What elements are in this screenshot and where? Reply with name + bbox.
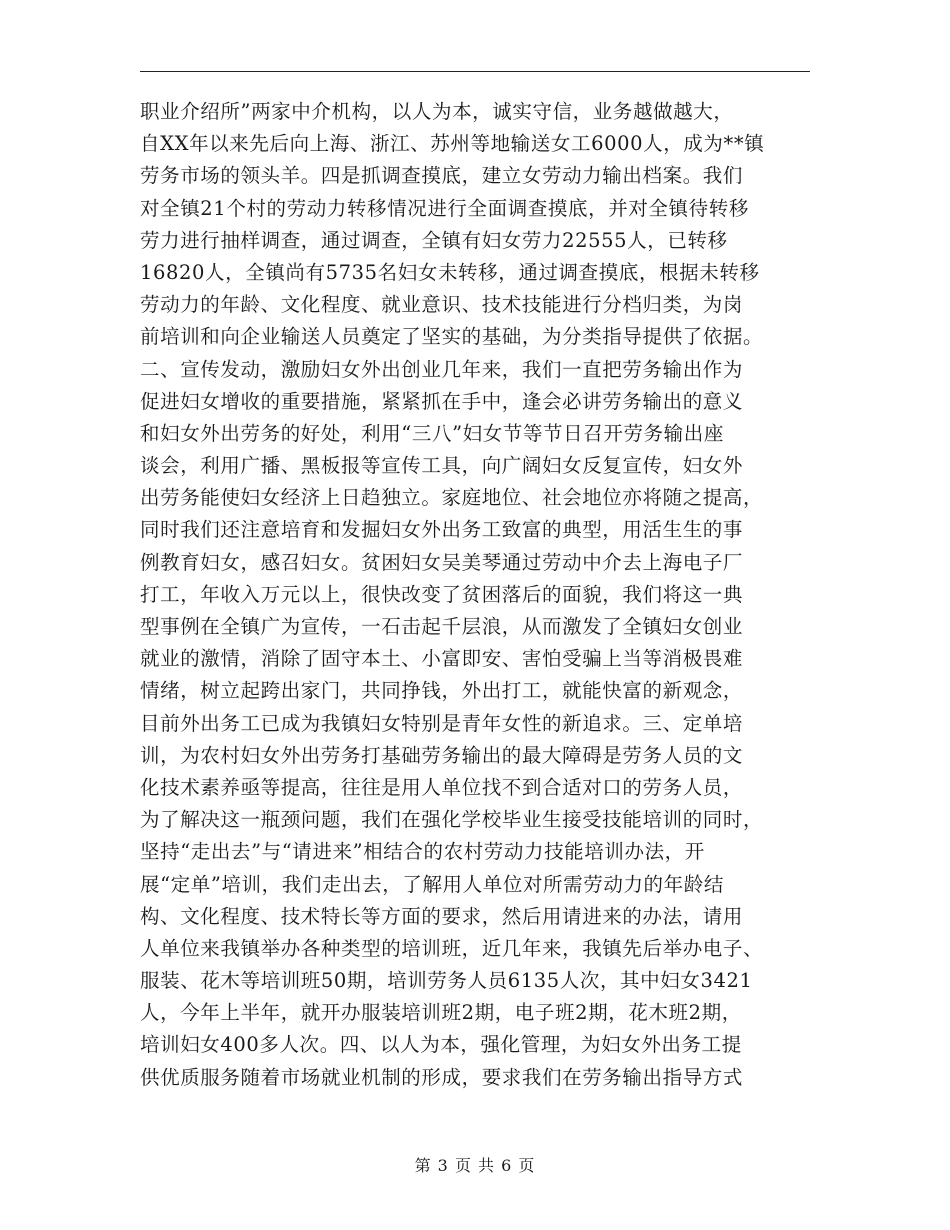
text-line: 打工，年收入万元以上，很快改变了贫困落后的面貌，我们将这一典 <box>140 582 744 606</box>
text-line: 展“定单”培训，我们走出去，了解用人单位对所需劳动力的年龄结 <box>140 872 724 896</box>
text-line: 例教育妇女，感召妇女。贫困妇女吴美琴通过劳动中介去上海电子厂 <box>140 550 744 574</box>
text-line: 和妇女外出劳务的好处，利用“三八”妇女节等节日召开劳务输出座 <box>140 421 724 445</box>
page-number-footer: 第 3 页 共 6 页 <box>414 1156 536 1175</box>
text-line: 谈会，利用广播、黑板报等宣传工具，向广阔妇女反复宣传，妇女外 <box>140 454 744 478</box>
text-line: 劳动力的年龄、文化程度、就业意识、技术技能进行分档归类，为岗 <box>140 293 744 317</box>
text-line: 服装、花木等培训班50期，培训劳务人员6135人次，其中妇女3421 <box>140 969 753 993</box>
text-line: 职业介绍所”两家中介机构，以人为本，诚实守信，业务越做越大， <box>140 100 734 123</box>
text-line: 劳务市场的领头羊。四是抓调查摸底，建立女劳动力输出档案。我们 <box>140 164 744 188</box>
text-line: 促进妇女增收的重要措施，紧紧抓在手中，逢会必讲劳务输出的意义 <box>140 389 744 413</box>
text-line: 16820人，全镇尚有5735名妇女未转移，通过调查摸底，根据未转移 <box>140 260 760 284</box>
text-line: 人，今年上半年，就开办服装培训班2期，电子班2期，花木班2期， <box>140 1001 742 1025</box>
text-line: 对全镇21个村的劳动力转移情况进行全面调查摸底，并对全镇待转移 <box>140 196 749 220</box>
text-line: 供优质服务随着市场就业机制的形成，要求我们在劳务输出指导方式 <box>140 1065 744 1089</box>
text-line: 目前外出务工已成为我镇妇女特别是青年女性的新追求。三、定单培 <box>140 711 744 735</box>
text-line: 坚持“走出去”与“请进来”相结合的农村劳动力技能培训办法，开 <box>140 840 705 864</box>
text-line: 劳力进行抽样调查，通过调查，全镇有妇女劳力22555人，已转移 <box>140 228 728 252</box>
text-line: 自XX年以来先后向上海、浙江、苏州等地输送女工6000人，成为**镇 <box>140 132 765 156</box>
text-line: 同时我们还注意培育和发掘妇女外出务工致富的典型，用活生生的事 <box>140 518 744 542</box>
text-line: 二、宣传发动，激励妇女外出创业几年来，我们一直把劳务输出作为 <box>140 357 744 381</box>
body-text <box>140 96 810 1094</box>
text-line: 型事例在全镇广为宣传，一石击起千层浪，从而激发了全镇妇女创业 <box>140 615 744 638</box>
text-line: 构、文化程度、技术特长等方面的要求，然后用请进来的办法，请用 <box>140 904 744 928</box>
text-line: 为了解决这一瓶颈问题，我们在强化学校毕业生接受技能培训的同时， <box>140 808 764 832</box>
text-line: 化技术素养亟等提高，往往是用人单位找不到合适对口的劳务人员， <box>140 775 744 799</box>
header-rule <box>140 71 810 72</box>
text-line: 就业的激情，消除了固守本土、小富即安、害怕受骗上当等消极畏难 <box>140 647 744 671</box>
text-line: 情绪，树立起跨出家门，共同挣钱，外出打工，就能快富的新观念， <box>140 679 744 703</box>
text-line: 出劳务能使妇女经济上日趋独立。家庭地位、社会地位亦将随之提高， <box>140 486 764 510</box>
text-line: 培训妇女400多人次。四、以人为本，强化管理，为妇女外出务工提 <box>140 1033 742 1057</box>
text-line: 训，为农村妇女外出劳务打基础劳务输出的最大障碍是劳务人员的文 <box>140 743 744 767</box>
text-line: 人单位来我镇举办各种类型的培训班，近几年来，我镇先后举办电子、 <box>140 936 764 960</box>
text-line: 前培训和向企业输送人员奠定了坚实的基础，为分类指导提供了依据。 <box>140 325 764 349</box>
